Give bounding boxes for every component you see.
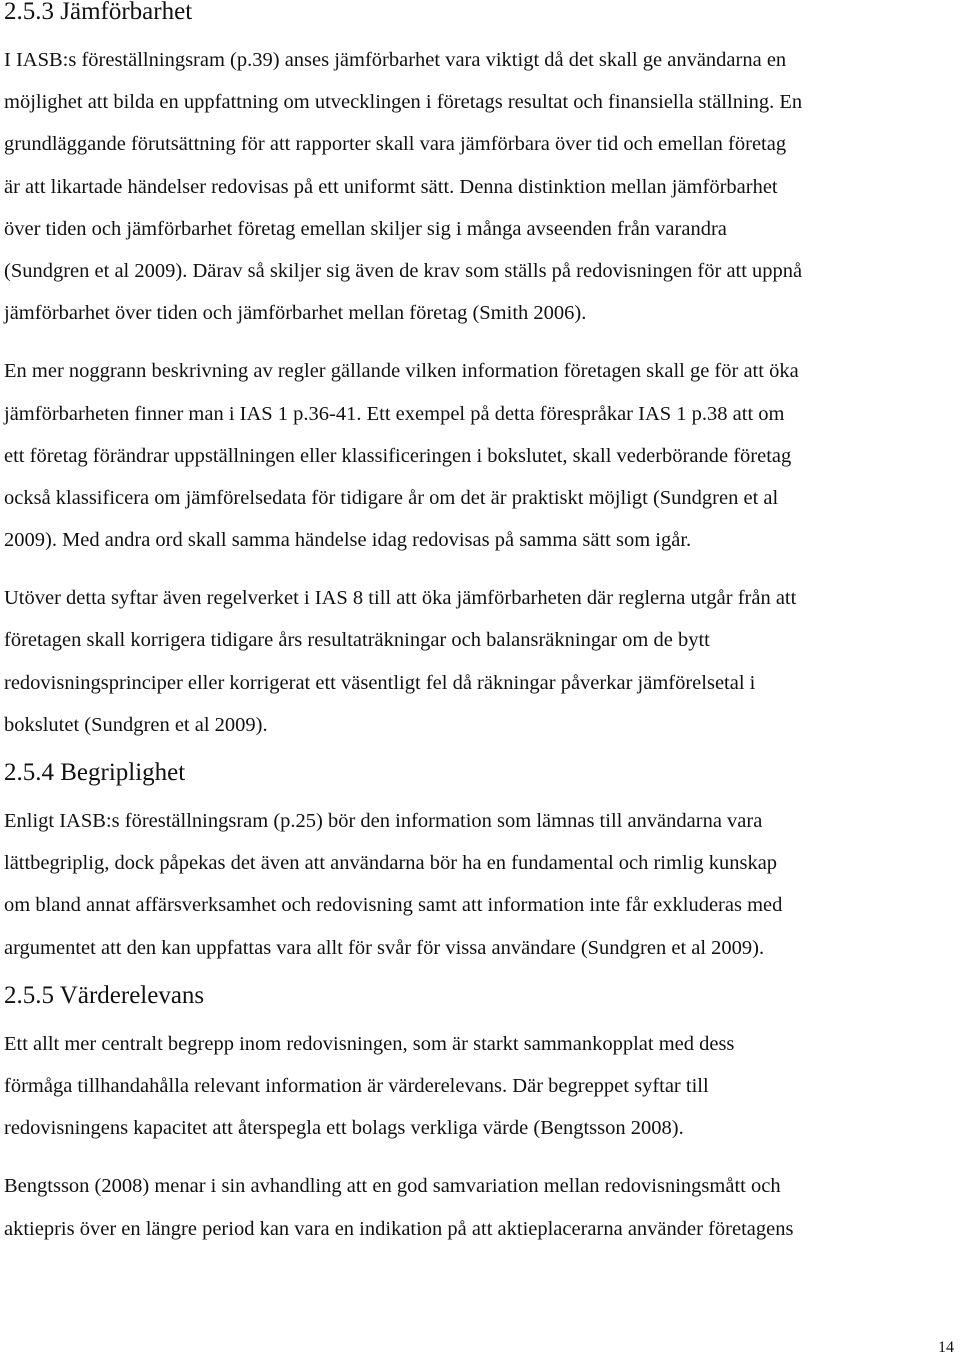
text-line: möjlighet att bilda en uppfattning om utvecklingen i företags resultat och finansiella ställning. En — [4, 91, 803, 114]
paragraph-jamforbarhet-2 — [4, 350, 956, 561]
text-line: Bengtsson (2008) menar i sin avhandling att en god samvariation mellan redovisningsmått och — [4, 1175, 781, 1198]
section-heading-begriplighet: 2.5.4 Begriplighet — [4, 759, 186, 786]
text-line: I IASB:s föreställningsram (p.39) anses jämförbarhet vara viktigt då det skall ge användarna en — [4, 49, 787, 71]
text-line: är att likartade händelser redovisas på ett uniformt sätt. Denna distinktion mellan jämförbarhet — [4, 175, 778, 198]
text-line: också klassificera om jämförelsedata för tidigare år om det är praktiskt möjligt (Sundgren et al — [4, 486, 779, 509]
text-line: aktiepris över en längre period kan vara en indikation på att aktieplacerarna använder företagens — [4, 1217, 794, 1240]
text-line: Enligt IASB:s föreställningsram (p.25) bör den information som lämnas till användarna vara — [4, 810, 763, 832]
paragraph-begriplighet-1 — [4, 800, 956, 969]
text-line: bokslutet (Sundgren et al 2009). — [4, 713, 268, 736]
paragraph-gap — [4, 561, 956, 577]
text-line: jämförbarhet över tiden och jämförbarhet mellan företag (Smith 2006). — [4, 302, 587, 325]
text-line: redovisningens kapacitet att återspegla ett bolags verkliga värde (Bengtsson 2008). — [4, 1117, 684, 1140]
paragraph-jamforbarhet-1 — [4, 39, 956, 334]
text-line: företagen skall korrigera tidigare års resultaträkningar och balansräkningar om de bytt — [4, 629, 710, 652]
text-line: 2009). Med andra ord skall samma händelse idag redovisas på samma sätt som igår. — [4, 529, 692, 552]
text-line: över tiden och jämförbarhet företag emellan skiljer sig i många avseenden från varandra — [4, 217, 727, 240]
section-heading-varderelevans: 2.5.5 Värderelevans — [4, 981, 205, 1009]
text-line: redovisningsprinciper eller korrigerat ett väsentligt fel då räkningar påverkar jämförelsetal i — [4, 671, 756, 694]
section-heading-jamforbarhet: 2.5.3 Jämförbarhet — [4, 0, 193, 25]
text-line: ett företag förändrar uppställningen eller klassificeringen i bokslutet, skall vederbörande företag — [4, 444, 792, 467]
document-page — [4, 0, 956, 1250]
paragraph-gap — [4, 334, 956, 350]
text-line: (Sundgren et al 2009). Därav så skiljer sig även de krav som ställs på redovisningen för att uppnå — [4, 259, 803, 282]
text-line: En mer noggrann beskrivning av regler gällande vilken information företagen skall ge för att öka — [4, 360, 799, 383]
text-line: Utöver detta syftar även regelverket i IAS 8 till att öka jämförbarheten där reglerna utgår från att — [4, 587, 797, 610]
text-line: jämförbarheten finner man i IAS 1 p.36-41. Ett exempel på detta förespråkar IAS 1 p.38 att om — [4, 402, 785, 425]
text-line: grundläggande förutsättning för att rapporter skall vara jämförbara över tid och emellan företag — [4, 133, 787, 156]
paragraph-varderelevans-1 — [4, 1023, 956, 1150]
paragraph-jamforbarhet-3 — [4, 577, 956, 746]
text-line: förmåga tillhandahålla relevant information är värderelevans. Där begreppet syftar till — [4, 1074, 709, 1097]
page-number: 14 — [938, 1339, 954, 1356]
text-line: om bland annat affärsverksamhet och redovisning samt att information inte får exkluderas med — [4, 894, 783, 917]
paragraph-gap — [4, 1149, 956, 1165]
text-line: Ett allt mer centralt begrepp inom redovisningen, som är starkt sammankopplat med dess — [4, 1032, 735, 1055]
paragraph-varderelevans-2 — [4, 1165, 956, 1249]
text-line: lättbegriplig, dock påpekas det även att användarna bör ha en fundamental och rimlig kunskap — [4, 852, 778, 875]
text-line: argumentet att den kan uppfattas vara allt för svår för vissa användare (Sundgren et al 2009). — [4, 936, 765, 959]
